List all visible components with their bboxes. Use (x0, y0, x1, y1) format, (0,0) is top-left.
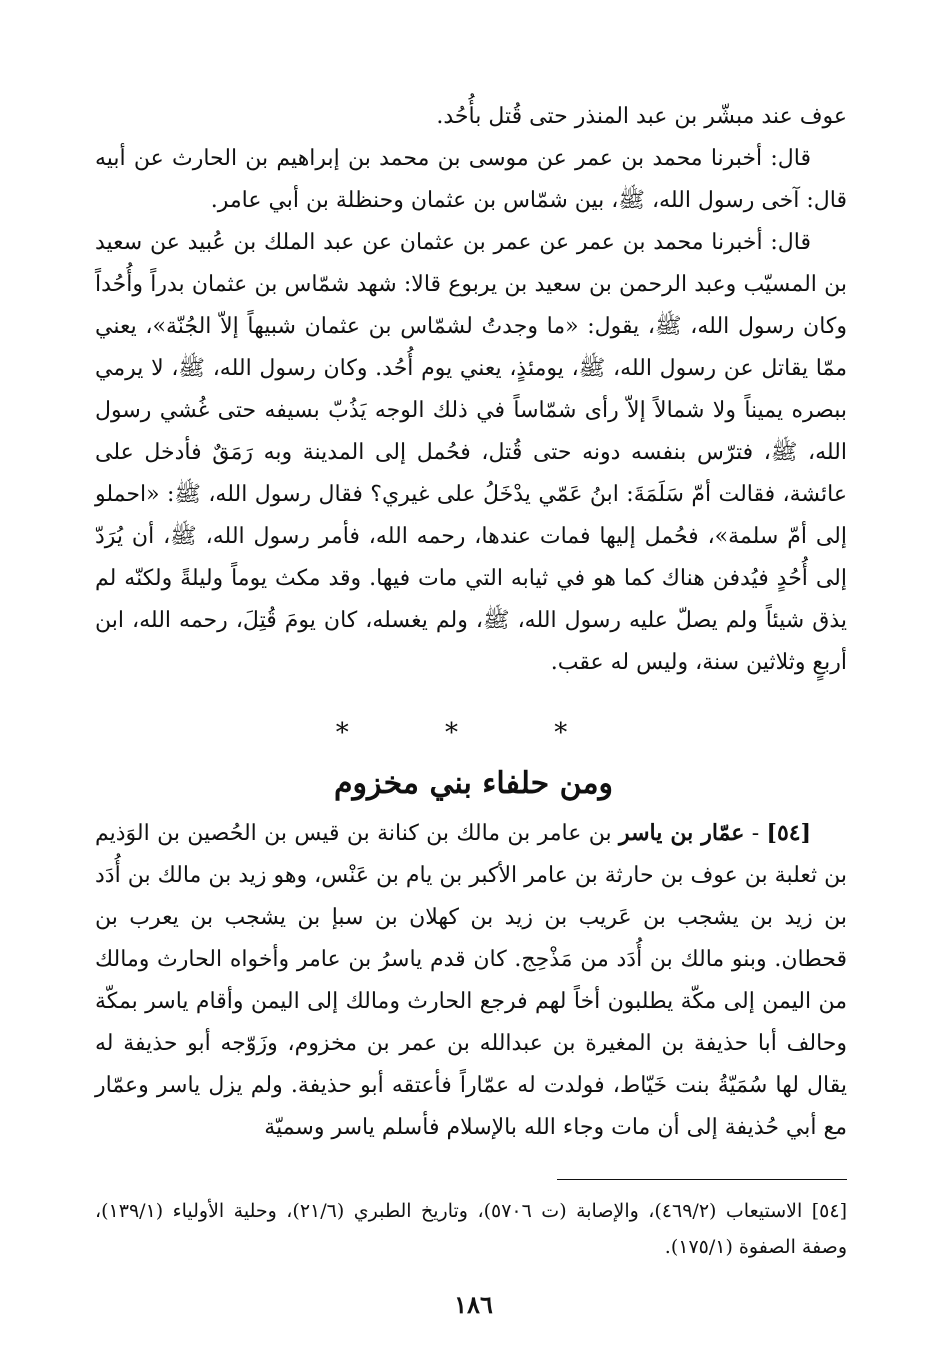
entry-name: عمّار بن ياسر (618, 820, 745, 846)
top-text-section (95, 96, 847, 684)
paragraph-shammas: قال: أخبرنا محمد بن عمر عن عمر بن عثمان عن عبد الملك بن عُبيد عن سعيد بن المسيّب وعبد الرحمن بن سعيد بن يربوع قالا: شهد شمّاس بن عثمان بدراً وأُحُداً وكان رسول الله، ﷺ، يقول: «ما وجدتُ لشمّاس بن عثمان شبيهاً إلاّ الجُنّة»، يعني ممّا يقاتل عن رسول الله، ﷺ، يومئذٍ، يعني يوم أُحُد. وكان رسول الله، ﷺ، لا يرمي ببصره يميناً ولا شمالاً إلاّ رأى شمّاساً في ذلك الوجه يَذُبّ بسيفه حتى غُشي رسول الله، ﷺ، فترّس بنفسه دونه حتى قُتل، فحُمل إلى المدينة وبه رَمَقٌ فأدخل على عائشة، فقالت أمّ سَلَمَةَ: ابنُ عَمّي يدْخَلُ على غيري؟ فقال رسول الله، ﷺ: «احملو إلى أمّ سلمة»، فحُمل إليها فمات عندها، رحمه الله، فأمر رسول الله، ﷺ، أن يُرَدّ إلى أُحُدٍ فيُدفن هناك كما هو في ثيابه التي مات فيها. وقد مكث يوماً وليلةً ولكنّه لم يذق شيئاً ولم يصلّ عليه رسول الله، ﷺ، ولم يغسله، كان يومَ قُتِلَ، رحمه الله، ابن أربعٍ وثلاثين سنة، وليس له عقب. (95, 230, 847, 675)
entry-reference-number: [٥٤] (766, 820, 811, 846)
footnote: [٥٤] الاستيعاب (٤٦٩/٢)، والإصابة (ت ٥٧٠٦)، وتاريخ الطبري (٢١/٦)، وحلية الأولياء (١٣٩/١)، وصفة الصفوة (١٧٥/١). (95, 1200, 847, 1258)
footnote-divider (557, 1179, 847, 1180)
entry-section (95, 812, 847, 1149)
entry-text: بن عامر بن مالك بن كنانة بن قيس بن الحُصين بن الوَذيم بن ثعلبة بن عوف بن حارثة بن عامر الأكبر بن يام بن عَنْس، وهو زيد بن مالك بن أُدَد بن زيد بن يشجب بن عَريب بن زيد بن كهلان بن سبإ بن يشجب بن يعرب بن قحطان. وبنو مالك بن أُدَد من مَذْحِج. كان قدم ياسرُ بن عامر وأخواه الحارث ومالك من اليمن إلى مكّة يطلبون أخاً لهم فرجع الحارث ومالك إلى اليمن وأقام ياسر بمكّة وحالف أبا حذيفة بن المغيرة بن عبدالله بن عمر بن مخزوم، وزَوّجه أبو حذيفة له يقال لها سُمَيّةُ بنت خَيّاط، فولدت له عمّاراً فأعتقه أبو حذيفة. ولم يزل ياسر وعمّار مع أبي حُذيفة إلى أن مات وجاء الله بالإسلام فأسلم ياسر وسميّة (95, 821, 847, 1140)
section-separator: * * * (335, 718, 612, 748)
paragraph-akha: قال: أخبرنا محمد بن عمر عن موسى بن محمد بن إبراهيم بن الحارث عن أبيه قال: آخى رسول الله، ﷺ، بين شمّاس بن عثمان وحنظلة بن أبي عامر. (95, 146, 847, 213)
section-heading: ومن حلفاء بني مخزوم (333, 766, 614, 801)
entry-paragraph (95, 812, 847, 1149)
entry-dash: - (744, 821, 767, 846)
page-number: ١٨٦ (454, 1290, 493, 1319)
paragraph-continuation: عوف عند مبشّر بن عبد المنذر حتى قُتل بأُحُد. (436, 104, 847, 129)
